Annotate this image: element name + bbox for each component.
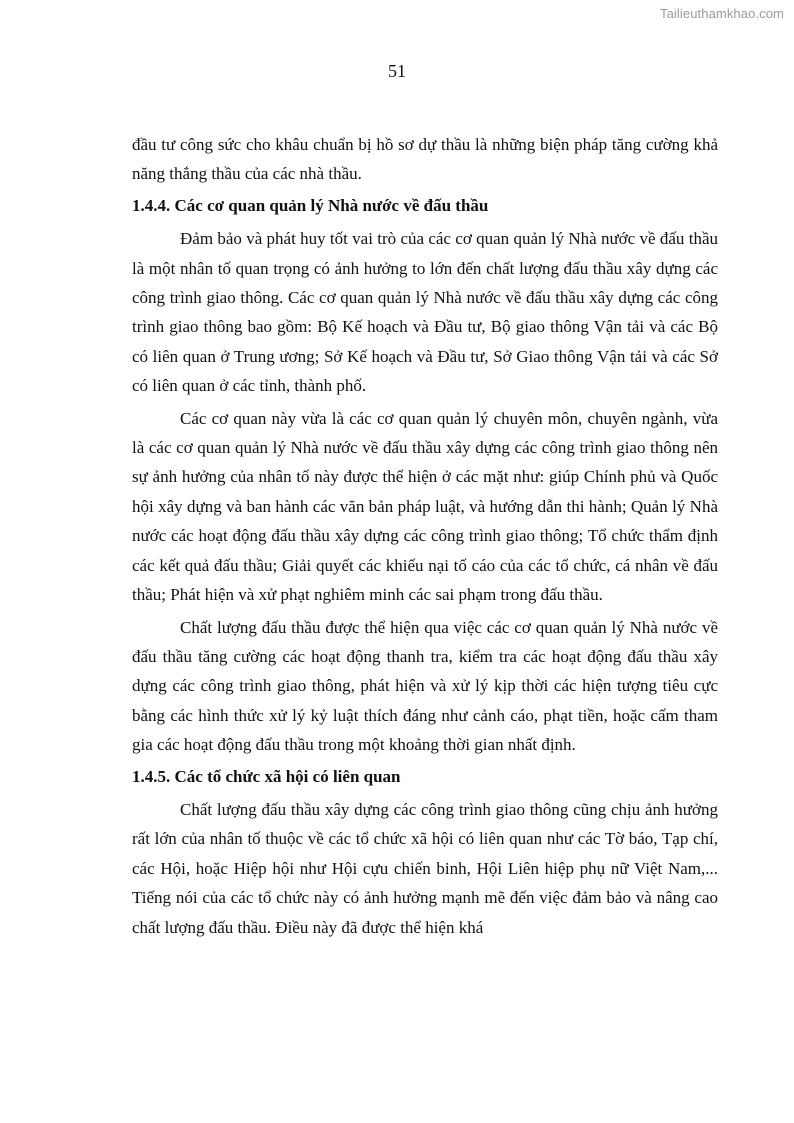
section-heading-1-4-5: 1.4.5. Các tổ chức xã hội có liên quan	[132, 766, 401, 786]
section-heading-1-4-4: 1.4.4. Các cơ quan quản lý Nhà nước về đấu thầu	[132, 195, 489, 215]
watermark-text: Tailieuthamkhao.com	[659, 6, 784, 21]
document-body	[132, 130, 718, 942]
paragraph: Chất lượng đấu thầu xây dựng các công trình giao thông cũng chịu ảnh hưởng rất lớn của nhân tố thuộc về các tổ chức xã hội có liên quan như các Tờ báo, Tạp chí, các Hội, hoặc Hiệp hội như Hội cựu chiến binh, Hội Liên hiệp phụ nữ Việt Nam,... Tiếng nói của các tổ chức này có ảnh hưởng mạnh mẽ đến việc đảm bảo và nâng cao chất lượng đấu thầu. Điều này đã được thể hiện khá	[132, 799, 718, 937]
paragraph: Đảm bảo và phát huy tốt vai trò của các cơ quan quản lý Nhà nước về đấu thầu là một nhân tố quan trọng có ảnh hưởng to lớn đến chất lượng đấu thầu xây dựng các công trình giao thông. Các cơ quan quản lý Nhà nước về đấu thầu xây dựng các công trình giao thông bao gồm: Bộ Kế hoạch và Đầu tư, Bộ giao thông Vận tải và các Bộ có liên quan ở Trung ương; Sở Kế hoạch và Đầu tư, Sở Giao thông Vận tải và các Sở có liên quan ở các tỉnh, thành phố.	[132, 229, 718, 396]
paragraph-continuation: đầu tư công sức cho khâu chuẩn bị hồ sơ dự thầu là những biện pháp tăng cường khả năng thắng thầu của các nhà thầu.	[132, 135, 718, 184]
paragraph: Chất lượng đấu thầu được thể hiện qua việc các cơ quan quản lý Nhà nước về đấu thầu tăng cường các hoạt động thanh tra, kiểm tra các hoạt động đấu thầu xây dựng các công trình giao thông, phát hiện và xử lý kịp thời các hiện tượng tiêu cực bằng các hình thức xử lý kỷ luật thích đáng như cảnh cáo, phạt tiền, hoặc cấm tham gia các hoạt động đấu thầu trong một khoảng thời gian nhất định.	[132, 617, 718, 755]
paragraph: Các cơ quan này vừa là các cơ quan quản lý chuyên môn, chuyên ngành, vừa là các cơ quan quản lý Nhà nước về đấu thầu xây dựng các công trình giao thông nên sự ảnh hưởng của nhân tố này được thể hiện ở các mặt như: giúp Chính phủ và Quốc hội xây dựng và ban hành các văn bản pháp luật, và hướng dẫn thi hành; Quản lý Nhà nước các hoạt động đấu thầu xây dựng các công trình giao thông; Tổ chức thẩm định các kết quả đấu thầu; Giải quyết các khiếu nại tố cáo của các tổ chức, cá nhân về đấu thầu; Phát hiện và xử phạt nghiêm minh các sai phạm trong đấu thầu.	[132, 408, 718, 605]
page-number: 51	[388, 61, 406, 81]
